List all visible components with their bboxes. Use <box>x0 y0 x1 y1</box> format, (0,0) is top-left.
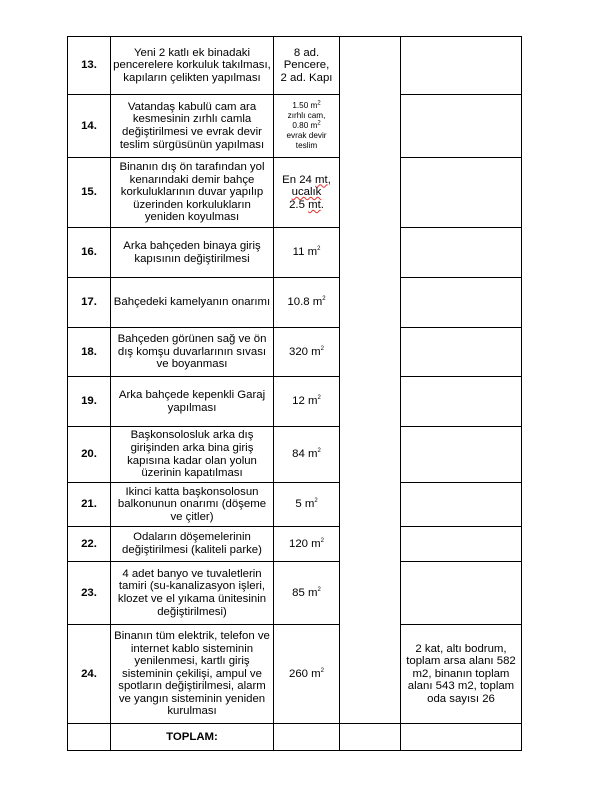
work-quantity: 85 $m^2$ <box>274 562 340 625</box>
work-quantity: 11 $m^2$ <box>274 228 340 278</box>
work-quantity: 120 $m^2$ <box>274 527 340 562</box>
row-number: 16. <box>68 228 111 278</box>
work-quantity: 320 $m^2$ <box>274 328 340 377</box>
work-quantity: 12 $m^2$ <box>274 377 340 427</box>
note-cell <box>401 483 522 527</box>
total-row <box>68 724 522 751</box>
work-quantity: En 24 mt, ucalık 2.5 mt. <box>274 158 340 228</box>
table-row <box>68 527 522 562</box>
note-cell <box>401 562 522 625</box>
row-number: 15. <box>68 158 111 228</box>
work-quantity: 260 $m^2$ <box>274 625 340 724</box>
table-row <box>68 95 522 158</box>
work-description: Arka bahçede kepenkli Garaj yapılması <box>111 377 274 427</box>
table-row <box>68 377 522 427</box>
merged-empty-cell <box>340 37 401 724</box>
note-cell <box>401 427 522 483</box>
table-row <box>68 427 522 483</box>
work-description: Başkonsolosluk arka dış girişinden arka bina giriş kapısına kadar olan yolun üzerinin kapatılması <box>111 427 274 483</box>
work-quantity: 5 $m^2$ <box>274 483 340 527</box>
table-row <box>68 158 522 228</box>
table-row <box>68 278 522 328</box>
table-row <box>68 228 522 278</box>
building-summary-note: 2 kat, altı bodrum, toplam arsa alanı 582 m2, binanın toplam alanı 543 m2, toplam oda sayısı 26 <box>401 625 522 724</box>
table-row <box>68 328 522 377</box>
table-row <box>68 562 522 625</box>
work-description: Bahçeden görünen sağ ve ön dış komşu duvarlarının sıvası ve boyanması <box>111 328 274 377</box>
work-description: 4 adet banyo ve tuvaletlerin tamiri (su-kanalizasyon işleri, klozet ve el yıkama ünitesinin değiştirilmesi) <box>111 562 274 625</box>
table-row <box>68 625 522 724</box>
table-row <box>68 37 522 95</box>
note-cell <box>401 37 522 95</box>
work-description: Binanın dış ön tarafından yol kenarındaki demir bahçe korkuluklarının duvar yapılıp üzerinden korkulukların yeniden koyulması <box>111 158 274 228</box>
work-quantity: 10.8 $m^2$ <box>274 278 340 328</box>
work-quantity: 1.50 $m^2$ zırhlı cam, 0.80 $m^2$ evrak devir teslim <box>274 95 340 158</box>
row-number: 13. <box>68 37 111 95</box>
note-cell <box>401 328 522 377</box>
work-description: Bahçedeki kamelyanın onarımı <box>111 278 274 328</box>
table-row <box>68 483 522 527</box>
note-cell <box>401 527 522 562</box>
empty-cell <box>274 724 340 751</box>
empty-cell <box>68 724 111 751</box>
note-cell <box>401 158 522 228</box>
row-number: 24. <box>68 625 111 724</box>
note-cell <box>401 228 522 278</box>
work-quantity: 8 ad. Pencere, 2 ad. Kapı <box>274 37 340 95</box>
row-number: 22. <box>68 527 111 562</box>
work-description: Yeni 2 katlı ek binadaki pencerelere korkuluk takılması, kapıların çelikten yapılması <box>111 37 274 95</box>
row-number: 14. <box>68 95 111 158</box>
row-number: 20. <box>68 427 111 483</box>
work-description: Arka bahçeden binaya giriş kapısının değiştirilmesi <box>111 228 274 278</box>
note-cell <box>401 95 522 158</box>
empty-cell <box>401 724 522 751</box>
row-number: 23. <box>68 562 111 625</box>
work-description: Binanın tüm elektrik, telefon ve internet kablo sisteminin yenilenmesi, kartlı giriş sisteminin çekilişi, ampul ve spotların değiştirilmesi, alarm ve yangın sisteminin yeniden kurulması <box>111 625 274 724</box>
row-number: 17. <box>68 278 111 328</box>
work-quantity: 84 $m^2$ <box>274 427 340 483</box>
note-cell <box>401 377 522 427</box>
row-number: 21. <box>68 483 111 527</box>
work-description: Ikinci katta başkonsolosun balkonunun onarımı (döşeme ve çitler) <box>111 483 274 527</box>
total-label: TOPLAM: <box>111 724 274 751</box>
row-number: 19. <box>68 377 111 427</box>
works-table <box>67 36 522 751</box>
note-cell <box>401 278 522 328</box>
row-number: 18. <box>68 328 111 377</box>
work-description: Vatandaş kabulü cam ara kesmesinin zırhlı camla değiştirilmesi ve evrak devir teslim sürgüsünün yapılması <box>111 95 274 158</box>
work-description: Odaların döşemelerinin değiştirilmesi (kaliteli parke) <box>111 527 274 562</box>
empty-cell <box>340 724 401 751</box>
